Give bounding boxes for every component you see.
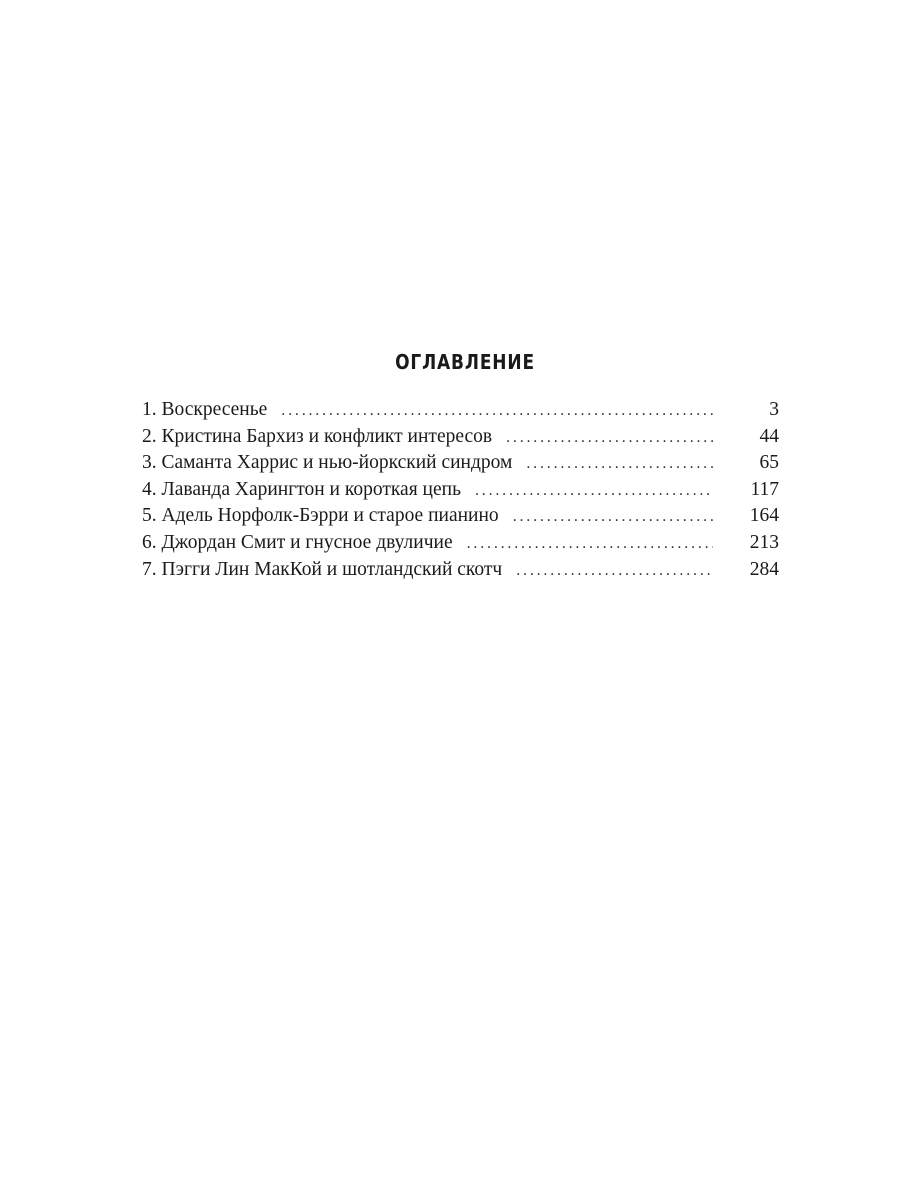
dot-leader — [516, 558, 713, 585]
toc-entry[interactable] — [142, 450, 779, 477]
entry-title: 2. Кристина Бархиз и конфликт интересов — [142, 425, 493, 447]
entry-page-number: 3 — [769, 399, 779, 420]
entry-page-number: 284 — [749, 558, 779, 580]
entry-title: 6. Джордан Смит и гнусное двуличие — [142, 531, 453, 553]
entry-page-number: 65 — [759, 452, 779, 474]
entry-title: 1. Воскресенье — [142, 399, 268, 420]
toc-entry[interactable] — [142, 503, 779, 530]
toc-entry[interactable] — [142, 424, 779, 451]
entry-page-number: 164 — [749, 505, 779, 527]
dot-leader — [475, 478, 713, 505]
entry-page-number: 44 — [759, 425, 779, 447]
dot-leader — [506, 425, 713, 452]
toc-entry[interactable] — [142, 397, 779, 424]
toc-entry[interactable] — [142, 530, 779, 557]
dot-leader — [526, 451, 713, 478]
page-title: ОГЛАВЛЕНИЕ — [395, 350, 535, 374]
entry-title: 7. Пэгги Лин МакКой и шотландский скотч — [142, 558, 503, 580]
toc-entry[interactable] — [142, 477, 779, 504]
entry-title: 5. Адель Норфолк-Бэрри и старое пианино — [142, 505, 499, 527]
dot-leader — [513, 504, 713, 531]
dot-leader — [467, 531, 713, 558]
entry-page-number: 117 — [750, 478, 779, 500]
entry-page-number: 213 — [749, 531, 779, 553]
entry-title: 3. Саманта Харрис и нью-йоркский синдром — [142, 452, 513, 474]
dot-leader — [281, 398, 713, 425]
toc-entry[interactable] — [142, 557, 779, 584]
table-of-contents — [142, 397, 779, 583]
entry-title: 4. Лаванда Харингтон и короткая цепь — [142, 478, 461, 500]
